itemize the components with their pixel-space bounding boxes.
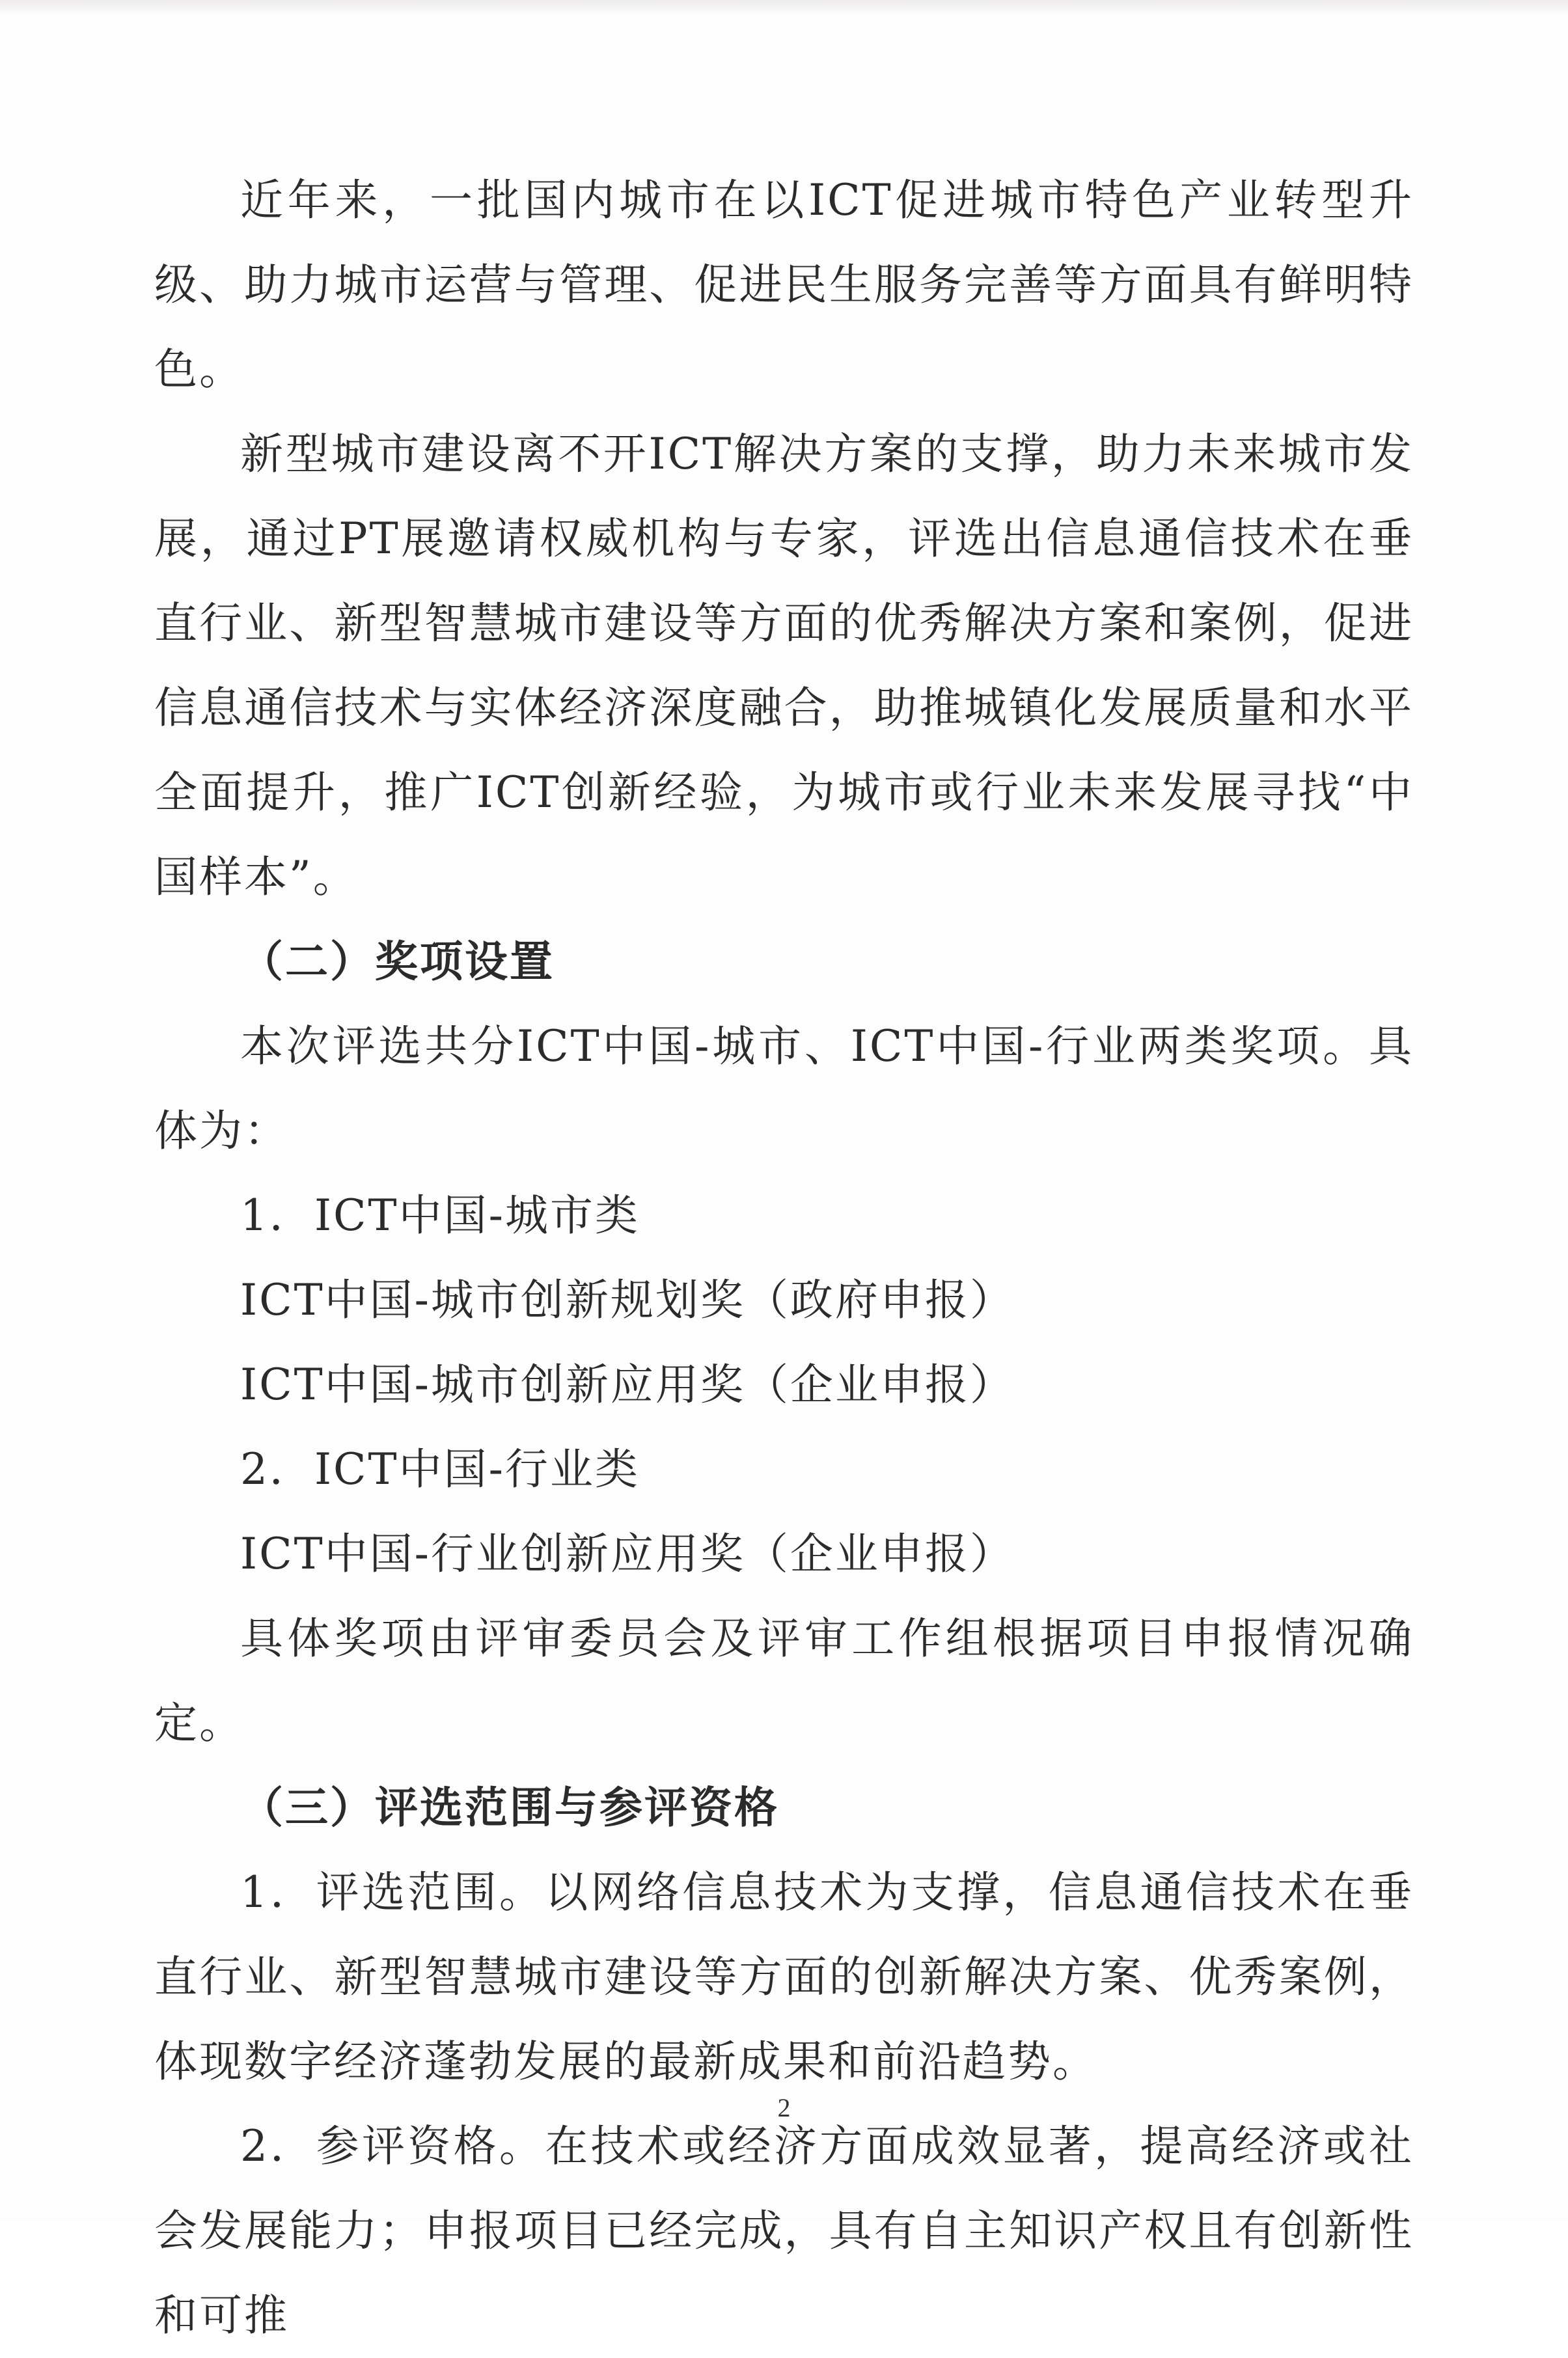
- section-heading-scope: （三）评选范围与参评资格: [240, 1783, 779, 1833]
- award-industry-application: ICT中国-行业创新应用奖（企业申报）: [240, 1529, 1015, 1579]
- awards-intro: 本次评选共分ICT中国-城市、ICT中国-行业两类奖项。具体为：: [154, 1021, 1414, 1156]
- awards-note: 具体奖项由评审委员会及评审工作组根据项目申报情况确定。: [154, 1613, 1414, 1748]
- award-category-industry: 2．ICT中国-行业类: [240, 1444, 640, 1494]
- paragraph-ict-solutions: 新型城市建设离不开ICT解决方案的支撑，助力未来城市发展，通过PT展邀请权威机构与专家，评选出信息通信技术在垂直行业、新型智慧城市建设等方面的优秀解决方案和案例，促进信息通信技术与实体经济深度融合，助推城镇化发展质量和水平全面提升，推广ICT创新经验，为城市或行业未来发展寻找“中国样本”。: [154, 429, 1414, 902]
- section-heading-awards: （二）奖项设置: [240, 937, 555, 987]
- eligibility-paragraph: 2．参评资格。在技术或经济方面成效显著，提高经济或社会发展能力；申报项目已经完成，具有自主知识产权且有创新性和可推: [154, 2121, 1414, 2340]
- scope-paragraph: 1．评选范围。以网络信息技术为支撑，信息通信技术在垂直行业、新型智慧城市建设等方面的创新解决方案、优秀案例，体现数字经济蓬勃发展的最新成果和前沿趋势。: [154, 1867, 1414, 2087]
- page-number: 2: [777, 2093, 791, 2122]
- award-city-application: ICT中国-城市创新应用奖（企业申报）: [240, 1360, 1015, 1410]
- scan-top-edge: [0, 0, 1568, 14]
- document-body: [154, 158, 1414, 2358]
- paragraph-ict-cities: 近年来，一批国内城市在以ICT促进城市特色产业转型升级、助力城市运营与管理、促进民生服务完善等方面具有鲜明特色。: [154, 175, 1414, 394]
- award-city-planning: ICT中国-城市创新规划奖（政府申报）: [240, 1275, 1015, 1325]
- award-category-city: 1．ICT中国-城市类: [240, 1190, 640, 1241]
